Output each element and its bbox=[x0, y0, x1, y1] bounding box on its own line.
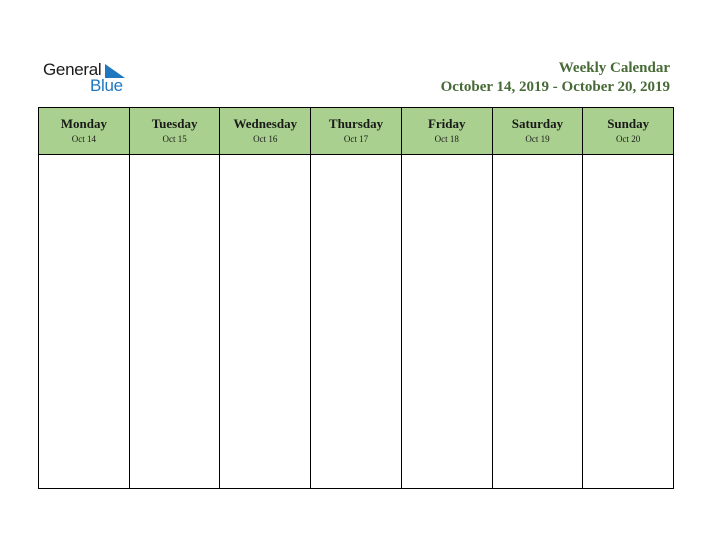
day-column-monday bbox=[39, 108, 130, 488]
day-date: Oct 14 bbox=[71, 134, 96, 144]
day-header bbox=[130, 108, 220, 155]
day-cell[interactable] bbox=[583, 155, 673, 488]
day-date: Oct 15 bbox=[162, 134, 187, 144]
day-cell[interactable] bbox=[311, 155, 401, 488]
day-column-saturday bbox=[493, 108, 584, 488]
day-name: Saturday bbox=[511, 116, 564, 131]
day-date: Oct 18 bbox=[434, 134, 459, 144]
day-date: Oct 19 bbox=[525, 134, 550, 144]
day-name: Sunday bbox=[607, 116, 650, 131]
day-header bbox=[39, 108, 129, 155]
day-cell[interactable] bbox=[220, 155, 310, 488]
date-range: October 14, 2019 - October 20, 2019 bbox=[440, 79, 670, 95]
logo-word-blue: Blue bbox=[90, 76, 123, 95]
day-cell[interactable] bbox=[39, 155, 129, 488]
day-column-tuesday bbox=[130, 108, 221, 488]
day-date: Oct 17 bbox=[343, 134, 369, 144]
generalblue-logo[interactable] bbox=[43, 60, 143, 96]
day-column-sunday bbox=[583, 108, 673, 488]
day-column-friday bbox=[402, 108, 493, 488]
day-header bbox=[220, 108, 310, 155]
day-date: Oct 20 bbox=[616, 134, 641, 144]
day-name: Thursday bbox=[328, 116, 384, 131]
logo-word-general: General bbox=[43, 60, 102, 79]
day-cell[interactable] bbox=[493, 155, 583, 488]
day-column-thursday bbox=[311, 108, 402, 488]
day-name: Wednesday bbox=[233, 116, 298, 131]
page-title: Weekly Calendar bbox=[558, 60, 670, 76]
week-grid bbox=[38, 107, 674, 489]
day-header bbox=[493, 108, 583, 155]
day-cell[interactable] bbox=[130, 155, 220, 488]
day-header bbox=[402, 108, 492, 155]
calendar-header bbox=[441, 59, 670, 97]
day-header bbox=[311, 108, 401, 155]
day-name: Monday bbox=[60, 116, 107, 131]
day-column-wednesday bbox=[220, 108, 311, 488]
day-cell[interactable] bbox=[402, 155, 492, 488]
day-name: Friday bbox=[427, 116, 466, 131]
day-name: Tuesday bbox=[151, 116, 198, 131]
day-date: Oct 16 bbox=[253, 134, 278, 144]
day-header bbox=[583, 108, 673, 155]
